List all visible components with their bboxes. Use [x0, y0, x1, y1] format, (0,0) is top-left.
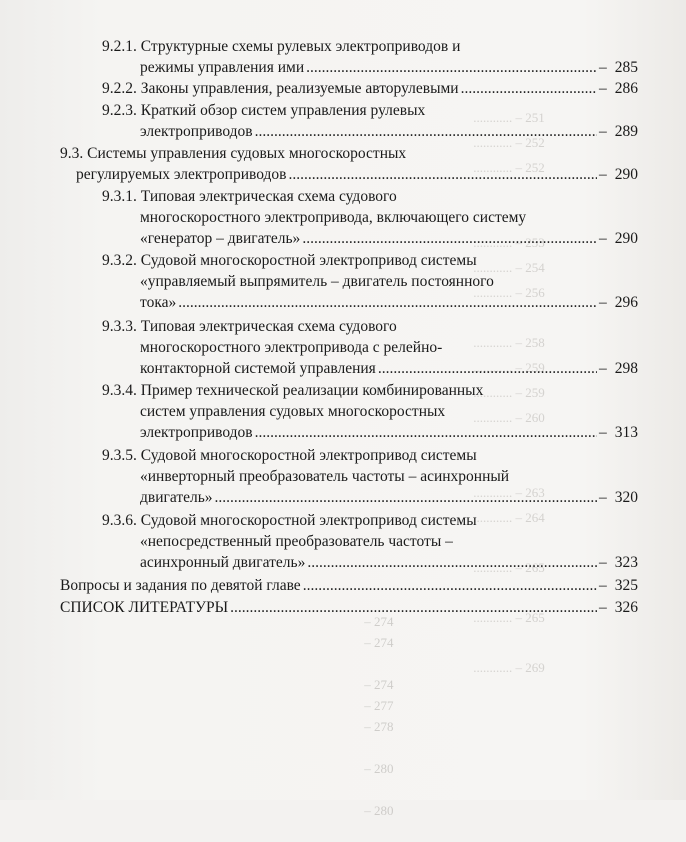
toc-entry-title: 9.2.1. Структурные схемы рулевых электроприводов и	[102, 38, 461, 55]
toc-entry-title: 9.3.5. Судовой многоскоростной электропривод системы	[102, 447, 477, 464]
toc-entry-title: 9.3.2. Судовой многоскоростной электропривод системы	[102, 252, 477, 269]
toc-entry-title: систем управления судовых многоскоростных	[140, 403, 446, 420]
toc-entry-title: Вопросы и задания по девятой главе	[60, 577, 301, 594]
toc-page-number: 320	[614, 489, 638, 506]
toc-entry-title: электроприводов	[140, 424, 253, 441]
toc-entry-title: тока»	[140, 294, 177, 311]
toc-page-number: 313	[614, 424, 638, 441]
toc-entry-9-3-2[interactable]: 9.3.2. Судовой многоскоростной электропривод системы «управляемый выпрямитель – двигатель постоянного тока» ..... – 296	[102, 250, 638, 313]
toc-page-number: 286	[614, 80, 638, 97]
toc-page-number: 325	[614, 577, 638, 594]
toc-entry-title: СПИСОК ЛИТЕРАТУРЫ	[60, 599, 229, 616]
toc-entry-title: режимы управления ими	[140, 59, 305, 76]
toc-entry-title: электроприводов	[140, 123, 253, 140]
toc-entry-9-3-1[interactable]: 9.3.1. Типовая электрическая схема судового многоскоростного электропривода, включающего систему «генератор – двигатель» ..... – 290	[102, 186, 638, 249]
toc-entry-9-2-1[interactable]: 9.2.1. Структурные схемы рулевых электроприводов и режимы управления ими ..... – 285	[102, 36, 638, 78]
toc-entry-9-3-6[interactable]: 9.3.6. Судовой многоскоростной электропривод системы «непосредственный преобразователь частоты – асинхронный двигатель» ..... – 323	[102, 510, 638, 573]
toc-entry-9-3-4[interactable]: 9.3.4. Пример технической реализации комбинированных систем управления судовых многоскоростных электроприводов ..... – 313	[102, 380, 638, 443]
toc-entry-title: многоскоростного электропривода, включающего систему	[140, 209, 527, 226]
toc-entry-title: 9.3.4. Пример технической реализации комбинированных	[102, 382, 484, 399]
bleed-through-text-lower: – 274 – 274 – 274 – 277 – 278 – 280 – 280	[364, 614, 394, 818]
toc-entry-title: двигатель»	[140, 489, 213, 506]
toc-entry-title: «генератор – двигатель»	[140, 230, 301, 247]
bleed-through-text: ............ – 251 ............ – 252 ............ – 252 ............ – 253 ............ – 254 ............ – 256 ............ – 258 ............ – 259 ............ – 259 ............ – 260 ............ – 263 ............ – 264 ............ – 265 ............ – 265 ............ – 269	[473, 110, 545, 675]
toc-entry-questions[interactable]: Вопросы и задания по девятой главе ..... – 325	[60, 575, 638, 596]
toc-page-number: 298	[614, 360, 638, 377]
toc-entry-title: регулируемых электроприводов	[76, 166, 287, 183]
toc-entry-title: асинхронный двигатель»	[140, 554, 306, 571]
toc-entry-title: 9.3.6. Судовой многоскоростной электропривод системы	[102, 512, 477, 529]
toc-entry-9-3-5[interactable]: 9.3.5. Судовой многоскоростной электропривод системы «инверторный преобразователь частоты – асинхронный двигатель» ..... – 320	[102, 445, 638, 508]
toc-page-number: 323	[614, 554, 638, 571]
toc-entry-title: контакторной системой управления	[140, 360, 376, 377]
toc-entry-references[interactable]: СПИСОК ЛИТЕРАТУРЫ ..... – 326	[60, 597, 638, 618]
toc-entry-9-2-2[interactable]: 9.2.2. Законы управления, реализуемые авторулевыми ..... – 286	[102, 78, 638, 99]
toc-entry-title: многоскоростного электропривода с релейно-	[140, 339, 443, 356]
toc-page-number: 289	[614, 123, 638, 140]
toc-entry-9-3-3[interactable]: 9.3.3. Типовая электрическая схема судового многоскоростного электропривода с релейно- контакторной системой управления ..... – 298	[102, 316, 638, 379]
toc-page-number: 290	[614, 166, 638, 183]
toc-page-number: 296	[614, 294, 638, 311]
toc-entry-title: 9.3.1. Типовая электрическая схема судового	[102, 188, 397, 205]
toc-entry-title: «инверторный преобразователь частоты – асинхронный	[140, 468, 510, 485]
toc-page-number: 285	[614, 59, 638, 76]
toc-entry-title: «управляемый выпрямитель – двигатель постоянного	[140, 273, 494, 290]
toc-entry-9-3[interactable]: 9.3. Системы управления судовых многоскоростных регулируемых электроприводов ..... – 290	[60, 143, 638, 185]
toc-entry-title: 9.3. Системы управления судовых многоскоростных	[60, 145, 407, 162]
toc-page-number: 290	[614, 230, 638, 247]
toc-entry-9-2-3[interactable]: 9.2.3. Краткий обзор систем управления рулевых электроприводов ..... – 289	[102, 100, 638, 142]
toc-entry-title: «непосредственный преобразователь частоты –	[140, 533, 453, 550]
toc-entry-title: 9.2.2. Законы управления, реализуемые авторулевыми	[102, 80, 459, 97]
toc-entry-title: 9.3.3. Типовая электрическая схема судового	[102, 318, 397, 335]
toc-page-number: 326	[614, 599, 638, 616]
toc-entry-title: 9.2.3. Краткий обзор систем управления рулевых	[102, 102, 426, 119]
